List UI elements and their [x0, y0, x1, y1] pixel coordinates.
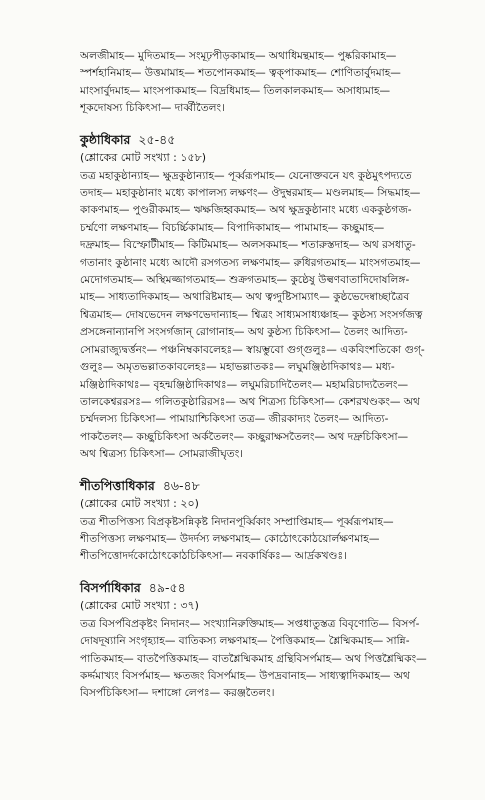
section-body — [80, 514, 443, 566]
text-line: কর্দ্দমাখ্যং বিসর্পমাহ— ক্ষতজং বিসর্পমাহ— উপদ্রবানাহ— সাধ্যত্বাদিকমাহ— অথ — [80, 669, 410, 682]
text-line: অথ শ্বিত্রস্য চিকিৎসা— সোমরাজীঘৃতং। — [80, 448, 244, 461]
text-line: পাকতৈলং— কচ্ছুচিকিৎসা অর্কতৈলং— কচ্ছুরাক্ষসতৈলং— অথ দদ্রুচিকিৎসা— — [80, 430, 409, 443]
text-line: বিসর্পচিকিৎসা— দশাঙ্গো লেপঃ— করঞ্জতৈলং। — [80, 687, 275, 700]
text-line: গুলুঃ— অমৃতভল্লাতকাবলেহঃ— মহাভল্লাতকঃ— লঘুমঞ্জিষ্ঠাদিকাথঃ— মধ্য- — [80, 361, 395, 374]
section-body — [80, 168, 443, 464]
text-line: তত্র শীতপিত্তস্য বিপ্রকৃষ্টসন্নিকৃষ্ট নিদানপূর্ব্বিকাং সম্প্রাপ্তিমাহ— পূর্ব্বরূপমাহ— — [80, 515, 394, 528]
text-line: সোমরাজ্যুদ্বর্ত্তনং— পঞ্চনিম্বকাবলেহঃ— স্বায়ম্ভুবো গুগ্‌গুলুঃ— একবিংশতিকো গুগ্‌- — [80, 343, 425, 356]
section-visarpa — [80, 578, 443, 703]
text-line: দদ্রুমাহ— বিস্ফোটীমাহ— কিটিমমাহ— অলসকমাহ— শতারুস্তদাহ— অথ রসধাতু- — [80, 239, 416, 252]
section-heading — [80, 578, 443, 597]
text-line: শূকদোষস্য চিকিৎসা— দার্ব্বীতৈলং। — [80, 102, 225, 115]
text-line: স্পর্শহানিমাহ— উত্তমামাহ— শতপোনকমাহ— ত্বক্‌পাকমাহ— শোণিতার্বুদমাহ— — [80, 67, 401, 80]
text-line: শীতপিত্তোদর্দকোঠোৎকোঠচিকিৎসা— নবকার্ষিকঃ— আর্দ্রকখণ্ডঃ। — [80, 550, 347, 563]
verse-count: (শ্লোকের মোট সংখ্যা : ১৫৮) — [80, 150, 207, 164]
section-title: কুষ্ঠাধিকার — [80, 131, 131, 147]
text-line: অলজীমাহ— মুদিতমাহ— সংমূঢ়পীড়কামাহ— অথাধিমন্থমাহ— পুষ্করিকামাহ— — [80, 50, 397, 62]
text-line: মেদোগতমাহ— অস্থিমজ্জাগতমাহ— শুক্রগতমাহ— কুষ্ঠেষু উল্বণবাতাদিদোষলিঙ্গ- — [80, 274, 410, 287]
opening-paragraph — [80, 48, 443, 118]
section-title: বিসর্পাধিকার — [80, 579, 141, 595]
section-shitapitta — [80, 476, 443, 566]
text-line: তত্র মহাকুষ্ঠান্যাহ— ক্ষুদ্রকুষ্ঠান্যাহ— পূর্ব্বরূপমাহ— যেনোক্তবনে যৎ কুষ্ঠমুৎপদ্যতে — [80, 169, 412, 182]
text-line: চর্ম্মদলস্য চিকিৎসা— পামায়াশ্চিকিৎসা তত্র— জীরকাদ্যং তৈলং— আদিত্য- — [80, 413, 389, 426]
verse-count: (শ্লোকের মোট সংখ্যা : ২০) — [80, 496, 199, 510]
text-line: মাহ— সাধ্যতাদিকমাহ— অথারিষ্টমাহ— অথ ত্বগ্দুষ্টিসাম্যাৎ— কুষ্ঠভেদেষ্বাচ্ছাত্রৈব — [80, 291, 410, 304]
text-line: শীতপিত্তস্য লক্ষণমাহ— উদর্দস্য লক্ষণমাহ— কোঠোৎকোঠয়োর্লক্ষণমাহ— — [80, 532, 380, 545]
text-line: মঞ্জিষ্ঠাদিকাথঃ— বৃহন্মঞ্জিষ্ঠাদিকাথঃ— লঘুমরিচাদিতৈলং— মহামরিচাদ্যতৈলং— — [80, 378, 409, 391]
section-heading — [80, 130, 443, 149]
text-line: মাংসার্বুদমাহ— মাংসপাকমাহ— বিদ্রধিমাহ— তিলকালকমাহ— অসাধ্যমাহ— — [80, 84, 391, 97]
text-line: তালকেশ্বররসঃ— গলিতকুষ্ঠারিরসঃ— অথ শিত্রস্য চিকিৎসা— কেশরখণ্ডকং— অথ — [80, 395, 420, 408]
section-body — [80, 616, 443, 703]
text-line: গতানাং কুষ্ঠানাং মধ্যে আদৌ রসগতস্য লক্ষণমাহ— রুধিরগতমাহ— মাংসগতমাহ— — [80, 256, 421, 269]
section-range: ৪৬-৪৮ — [162, 477, 200, 493]
text-line: প্রসঙ্গেনান্যানপি সংসর্গজান্ রোগানাহ— অথ কুষ্ঠস্য চিকিৎসা— তৈলং আদিত্য- — [80, 326, 408, 339]
text-line: শ্বিত্রমাহ— দোষভেদেন লক্ষণভেদান্যাহ— শ্বিত্রং সাধ্যমসাধ্যঞ্চাহ— কুষ্ঠস্য সংসর্গজত্ব — [80, 308, 423, 321]
section-range: ৪৯-৫৪ — [148, 579, 186, 595]
text-line: তত্র বিসর্পবিপ্রকৃষ্টং নিদানং— সংখ্যানিরুক্তিমাহ— সপ্তধাতুস্তত্র বিবৃণোতি— বিসর্প- — [80, 617, 420, 630]
section-title: শীতপিত্তাধিকার — [80, 477, 155, 493]
section-kushtha — [80, 130, 443, 464]
section-heading — [80, 476, 443, 495]
text-line: তদাহ— মহাকুষ্ঠানাং মধ্যে কাপালস্য লক্ষণং— ঔদুম্বরমাহ— মণ্ডলমাহ— সিদ্ধমাহ— — [80, 187, 421, 200]
text-line: দোষদূষ্যানি সংগৃহ্যাহ— বাতিকস্য লক্ষণমাহ— পৈত্তিকমাহ— শ্লৈষ্মিকমাহ— সান্নি- — [80, 635, 410, 648]
text-line: পাতিকমাহ— বাতপৈত্তিকমাহ— বাতশ্লৈষ্মিকমাহ গ্রন্থিবিসর্পমাহ— অথ পিত্তশ্লৈষ্মিকং— — [80, 652, 427, 665]
section-range: ২৫-৪৫ — [138, 131, 176, 147]
text-line: কাকণমাহ— পুণ্ডরীকমাহ— ঋক্ষজিহ্বকমাহ— অথ ক্ষুদ্রকুষ্ঠানাং মধ্যে এককুষ্ঠগজ- — [80, 204, 412, 217]
verse-count: (শ্লোকের মোট সংখ্যা : ৩৭) — [80, 598, 199, 612]
text-line: চর্ম্মণো লক্ষণমাহ— বিচর্চ্চিকামাহ— বিপাদিকামাহ— পামামাহ— কচ্ছুমাহ— — [80, 221, 385, 234]
